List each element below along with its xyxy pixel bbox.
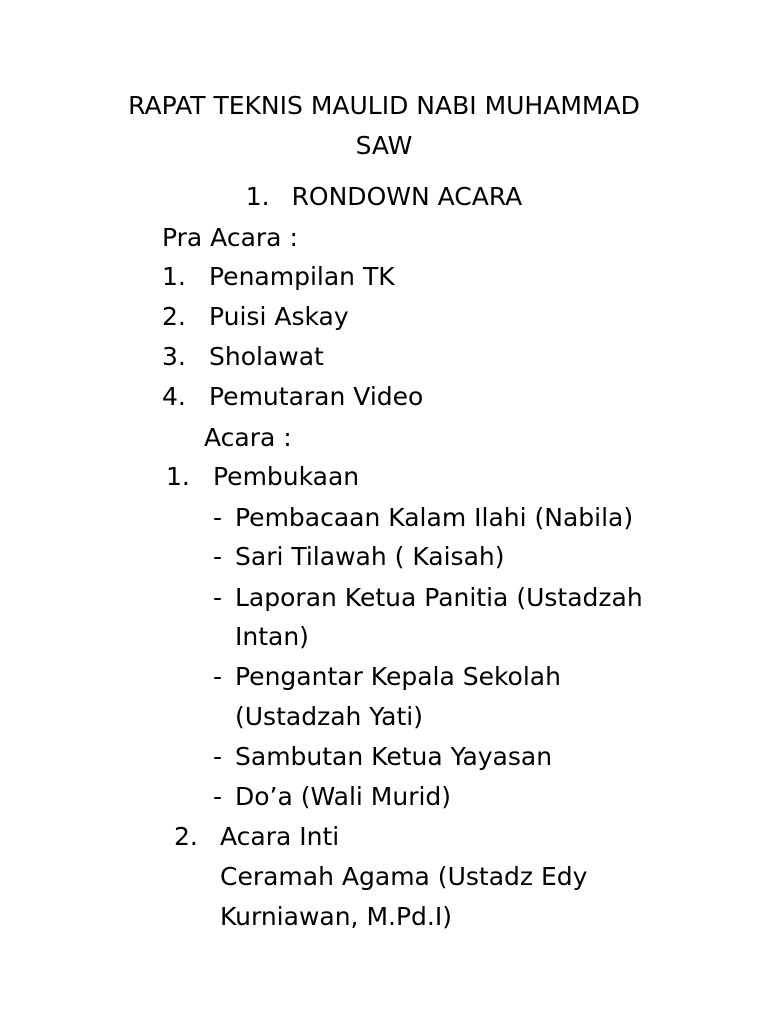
section-heading	[0, 177, 768, 217]
list-item-text: Pembukaan	[213, 462, 360, 491]
sub-item-text: Do’a (Wali Murid)	[235, 782, 452, 811]
section-heading-text: RONDOWN ACARA	[291, 182, 523, 211]
list-item-text: Acara Inti	[220, 822, 340, 851]
list-item-text: Pemutaran Video	[209, 382, 424, 411]
list-item-text: Penampilan TK	[209, 262, 395, 291]
document-title	[84, 86, 684, 166]
list-item-text: Sholawat	[209, 342, 324, 371]
sub-item-continuation: (Ustadzah Yati)	[235, 702, 423, 731]
section-number: 1.	[245, 182, 270, 211]
dash-bullet: -	[213, 503, 223, 532]
sub-item-text: Sambutan Ketua Yayasan	[235, 742, 553, 771]
title-line-2: SAW	[355, 131, 413, 160]
list-number: 2.	[162, 302, 186, 331]
sub-item-text: Sari Tilawah ( Kaisah)	[235, 542, 505, 571]
title-line-1: RAPAT TEKNIS MAULID NABI MUHAMMAD	[128, 91, 640, 120]
list-number: 4.	[162, 382, 186, 411]
dash-bullet: -	[213, 782, 223, 811]
dash-bullet: -	[213, 583, 223, 612]
sub-item-text: Laporan Ketua Panitia (Ustadzah	[235, 583, 643, 612]
acara-inti-detail: Ceramah Agama (Ustadz Edy	[220, 862, 588, 891]
acara-inti-detail: Kurniawan, M.Pd.I)	[220, 902, 452, 931]
sub-item-continuation: Intan)	[235, 622, 309, 651]
sub-item-text: Pembacaan Kalam Ilahi (Nabila)	[235, 503, 634, 532]
pra-acara-label: Pra Acara :	[162, 223, 298, 252]
list-number: 3.	[162, 342, 186, 371]
dash-bullet: -	[213, 662, 223, 691]
list-number: 1.	[162, 262, 186, 291]
dash-bullet: -	[213, 742, 223, 771]
list-item-text: Puisi Askay	[209, 302, 349, 331]
acara-label: Acara :	[204, 423, 292, 452]
list-number: 2.	[174, 822, 198, 851]
list-number: 1.	[166, 462, 190, 491]
dash-bullet: -	[213, 542, 223, 571]
sub-item-text: Pengantar Kepala Sekolah	[235, 662, 561, 691]
